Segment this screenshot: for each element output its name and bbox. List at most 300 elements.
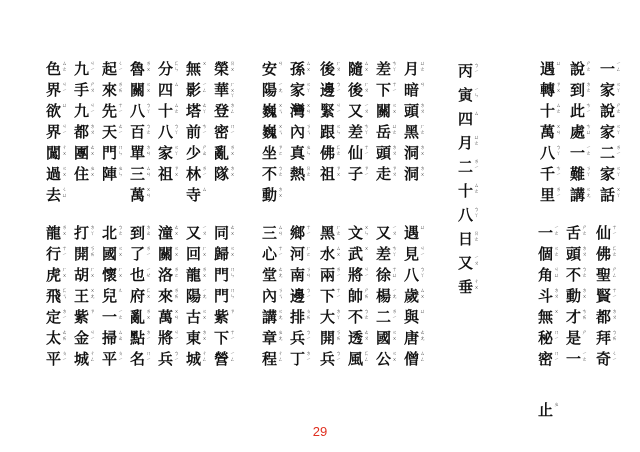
phonetic-note: ㄉㄧ [306, 351, 312, 363]
character: 了 [130, 245, 146, 263]
phonetic-note: ㄉㄨ [202, 330, 208, 342]
char-cell [290, 81, 314, 101]
character: 頭 [566, 245, 582, 263]
phonetic-note: ㄉㄡ [582, 246, 588, 258]
character: 飛 [46, 287, 62, 305]
character: 國 [376, 329, 392, 347]
phonetic-note: ㄑㄧ [118, 61, 124, 73]
character: 欲 [46, 102, 62, 120]
phonetic-note: ㄌㄛ [174, 267, 180, 279]
character: 一 [600, 60, 616, 78]
character: 寺 [186, 186, 202, 204]
char-cell [600, 186, 624, 206]
character: 差 [376, 60, 392, 78]
phonetic-note: ㄅㄚ [474, 207, 480, 219]
char-cell [74, 350, 98, 370]
character: 下 [376, 81, 392, 99]
phonetic-note: ㄔㄨ [474, 279, 480, 291]
phonetic-note: ㄅㄧ [474, 63, 480, 75]
phonetic-note: ㄨ [364, 246, 370, 252]
phonetic-note: ㄘㄧ [202, 124, 208, 136]
char-cell [214, 81, 238, 101]
phonetic-note: ㄖㄨ [230, 61, 236, 73]
phonetic-note: ㄐㄧ [62, 82, 68, 94]
character: 府 [130, 287, 146, 305]
character: 角 [538, 266, 554, 284]
phonetic-note: ㄎㄞ [336, 330, 342, 342]
character: 城 [74, 350, 90, 368]
phonetic-note: ㄇㄣ [118, 145, 124, 157]
phonetic-note: ㄋㄚ [586, 166, 592, 178]
char-cell [376, 102, 400, 122]
phonetic-note: ㄙㄨ [364, 61, 370, 73]
phonetic-note: ㄌㄧ [202, 166, 208, 178]
phonetic-note: ㄅㄜ [582, 267, 588, 279]
character: 垂 [458, 278, 474, 296]
char-cell [186, 60, 210, 80]
character: 都 [596, 308, 612, 326]
phonetic-note: ㄍㄚ [616, 124, 622, 136]
char-cell [540, 123, 564, 143]
phonetic-note: ㄏㄨ [118, 267, 124, 279]
char-cell [348, 123, 372, 143]
phonetic-note: ㄕㄠ [202, 145, 208, 157]
phonetic-note: ㄌㄞ [118, 82, 124, 94]
character: 萬 [158, 308, 174, 326]
phonetic-note: ㄅㄚ [146, 103, 152, 115]
char-cell [130, 123, 154, 143]
char-cell [186, 144, 210, 164]
character: 王 [74, 287, 90, 305]
char-cell [348, 81, 372, 101]
phonetic-note: ㄉㄡ [554, 288, 560, 300]
phonetic-note: ㄅㄧ [336, 351, 342, 363]
phonetic-note: ㄊㄤ [420, 330, 426, 342]
char-cell [262, 102, 286, 122]
char-cell [102, 144, 126, 164]
char-cell [262, 81, 286, 101]
char-cell [262, 350, 286, 370]
char-cell [102, 60, 126, 80]
character: 聖 [596, 266, 612, 284]
char-cell [596, 287, 620, 307]
char-cell [102, 224, 126, 244]
char-cell [596, 224, 620, 244]
phonetic-note: ㄅㄜ [146, 124, 152, 136]
phonetic-note: ㄍㄨ [392, 351, 398, 363]
phonetic-note: ㄨ [554, 309, 560, 315]
char-cell [74, 81, 98, 101]
char-cell [404, 266, 428, 286]
char-cell [290, 350, 314, 370]
char-cell [74, 329, 98, 349]
character: 亂 [214, 144, 230, 162]
character: 僧 [404, 350, 420, 368]
phonetic-note: ㄐㄧ [90, 103, 96, 115]
phonetic-note: ㄩ [62, 103, 68, 109]
character: 懷 [102, 266, 118, 284]
phonetic-note: ㄗㄨ [174, 166, 180, 178]
character: 講 [262, 308, 278, 326]
phonetic-note: ㄨㄢ [174, 309, 180, 321]
char-cell [348, 266, 372, 286]
char-cell [46, 60, 70, 80]
phonetic-note: ㄉㄧ [62, 309, 68, 321]
phonetic-note: ㄙ [474, 111, 480, 117]
phonetic-note: ㄌㄨ [146, 61, 152, 73]
phonetic-note: ㄉㄠ [146, 225, 152, 237]
character: 太 [46, 329, 62, 347]
character: 隊 [214, 165, 230, 183]
char-cell [158, 329, 182, 349]
character: 水 [320, 245, 336, 263]
char-cell [130, 165, 154, 185]
phonetic-note: ㄍㄨ [202, 309, 208, 321]
character: 來 [102, 81, 118, 99]
character: 華 [214, 81, 230, 99]
character: 開 [74, 245, 90, 263]
phonetic-note: ㄌㄞ [174, 288, 180, 300]
character: 密 [538, 350, 554, 368]
character: 程 [262, 350, 278, 368]
phonetic-note: ㄐㄧ [420, 246, 426, 258]
phonetic-note: ㄇㄧ [554, 351, 560, 363]
character: 斗 [538, 287, 554, 305]
char-cell [186, 308, 210, 328]
character: 邊 [320, 81, 336, 99]
char-cell [404, 287, 428, 307]
character: 門 [214, 266, 230, 284]
phonetic-note: ㄗㄛ [278, 145, 284, 157]
character: 家 [600, 165, 616, 183]
character: 與 [404, 308, 420, 326]
phonetic-note: ㄈㄣ [174, 61, 180, 73]
phonetic-note: ㄙㄜ [174, 103, 180, 115]
char-cell [538, 245, 562, 265]
char-cell [74, 224, 98, 244]
phonetic-note: ㄆㄧ [118, 351, 124, 363]
char-cell [290, 266, 314, 286]
char-cell [102, 308, 126, 328]
phonetic-note: ㄘㄩ [586, 124, 592, 136]
phonetic-note: ㄘㄚ [364, 124, 370, 136]
phonetic-note: ㄏㄜ [420, 124, 426, 136]
char-cell [596, 350, 620, 370]
character: 團 [74, 144, 90, 162]
character: 見 [404, 245, 420, 263]
char-cell [540, 60, 564, 80]
char-cell [600, 102, 624, 122]
phonetic-note: ㄒㄧ [118, 103, 124, 115]
char-cell [214, 60, 238, 80]
character: 起 [102, 60, 118, 78]
character: 又 [458, 254, 474, 272]
character: 河 [290, 245, 306, 263]
character: 是 [566, 329, 582, 347]
character: 龍 [46, 224, 62, 242]
phonetic-note: ㄨㄟ [278, 124, 284, 136]
phonetic-note: ㄗㄡ [392, 166, 398, 178]
character: 後 [348, 81, 364, 99]
character: 二 [458, 158, 474, 176]
char-cell [290, 287, 314, 307]
character: 黑 [404, 123, 420, 141]
phonetic-note: ㄊㄡ [364, 330, 370, 342]
char-cell [214, 102, 238, 122]
character: 前 [186, 123, 202, 141]
char-cell [74, 287, 98, 307]
character: 處 [570, 123, 586, 141]
char-cell [102, 102, 126, 122]
character: 單 [130, 144, 146, 162]
phonetic-note: ㄌㄧ [146, 246, 152, 258]
phonetic-note: ㄌㄨ [62, 225, 68, 237]
phonetic-note: ㄅㄧ [306, 288, 312, 300]
character: 十 [540, 102, 556, 120]
character: 家 [600, 123, 616, 141]
phonetic-note: ㄇㄣ [230, 267, 236, 279]
character: 一 [566, 350, 582, 368]
char-cell [214, 245, 238, 265]
phonetic-note: ㄋㄟ [306, 124, 312, 136]
char-cell [214, 144, 238, 164]
character: 唐 [404, 329, 420, 347]
char-cell [214, 350, 238, 370]
phonetic-note: ㄍㄨ [230, 246, 236, 258]
phonetic-note: ㄒㄧ [612, 288, 618, 300]
character: 差 [376, 245, 392, 263]
phonetic-note: ㄊㄚ [202, 103, 208, 115]
character: 黑 [320, 224, 336, 242]
char-cell [570, 123, 594, 143]
phonetic-note: ㄊㄨ [174, 225, 180, 237]
char-cell [158, 224, 182, 244]
character: 胡 [74, 266, 90, 284]
char-cell [540, 102, 564, 122]
char-cell [320, 266, 344, 286]
character: 陽 [186, 287, 202, 305]
phonetic-note: ㄐㄧ [90, 330, 96, 342]
phonetic-note: ㄔㄥ [90, 351, 96, 363]
phonetic-note: ㄖㄜ [474, 231, 480, 243]
char-cell [130, 329, 154, 349]
phonetic-note: ㄧㄣ [474, 87, 480, 99]
phonetic-note: ㄍㄨ [392, 103, 398, 115]
char-cell [130, 308, 154, 328]
character: 講 [570, 186, 586, 204]
phonetic-note: ㄍㄚ [616, 166, 622, 178]
phonetic-note: ㄐㄧ [174, 330, 180, 342]
char-cell [130, 60, 154, 80]
character: 真 [290, 144, 306, 162]
phonetic-note: ㄌㄨ [202, 267, 208, 279]
phonetic-note: ㄗㄨ [336, 166, 342, 178]
character: 坐 [262, 144, 278, 162]
character: 登 [214, 102, 230, 120]
character: 舌 [566, 224, 582, 242]
character: 洞 [404, 144, 420, 162]
char-cell [158, 60, 182, 80]
character: 動 [262, 186, 278, 204]
phonetic-note: ㄑㄩ [62, 187, 68, 199]
char-cell [376, 60, 400, 80]
character: 國 [102, 245, 118, 263]
character: 奇 [596, 350, 612, 368]
phonetic-note: ㄉㄜ [586, 82, 592, 94]
char-cell [376, 329, 400, 349]
char-cell [158, 350, 182, 370]
character: 亂 [130, 308, 146, 326]
character: 頭 [376, 144, 392, 162]
character: 南 [290, 266, 306, 284]
char-cell [102, 329, 126, 349]
char-cell [570, 165, 594, 185]
character: 陣 [102, 165, 118, 183]
phonetic-note: ㄗ [90, 309, 96, 315]
char-cell [458, 62, 482, 82]
char-cell [570, 102, 594, 122]
char-cell [130, 186, 154, 206]
char-cell [158, 144, 182, 164]
phonetic-note: ㄊㄤ [278, 267, 284, 279]
character: 金 [74, 329, 90, 347]
phonetic-note: ㄩㄜ [420, 61, 426, 73]
character: 名 [130, 350, 146, 368]
character: 內 [262, 287, 278, 305]
character: 佛 [320, 144, 336, 162]
char-cell [538, 401, 562, 421]
phonetic-note: ㄌㄧ [556, 187, 562, 199]
char-cell [214, 165, 238, 185]
char-cell [262, 60, 286, 80]
char-cell [130, 102, 154, 122]
character: 歲 [404, 287, 420, 305]
phonetic-note: ㄑㄧ [612, 351, 618, 363]
char-cell [74, 245, 98, 265]
phonetic-note: ㄩㄜ [392, 124, 398, 136]
char-cell [262, 123, 286, 143]
char-cell [186, 350, 210, 370]
phonetic-note: ㄌㄧ [392, 309, 398, 321]
phonetic-note: ㄎㄞ [90, 246, 96, 258]
char-cell [404, 329, 428, 349]
phonetic-note: ㄒㄧ [278, 246, 284, 258]
character: 千 [540, 165, 556, 183]
char-cell [74, 308, 98, 328]
char-cell [46, 165, 70, 185]
char-cell [320, 144, 344, 164]
phonetic-note: ㄔㄥ [202, 351, 208, 363]
phonetic-note: ㄊㄨ [230, 225, 236, 237]
character: 差 [348, 123, 364, 141]
char-cell [186, 266, 210, 286]
phonetic-note: ㄍㄨ [62, 166, 68, 178]
char-cell [376, 144, 400, 164]
phonetic-note: ㄙㄥ [420, 351, 426, 363]
character: 楊 [376, 287, 392, 305]
character: 秘 [538, 329, 554, 347]
char-cell [74, 123, 98, 143]
character: 灣 [290, 102, 306, 120]
char-cell [404, 350, 428, 370]
character: 不 [348, 308, 364, 326]
character: 轉 [540, 81, 556, 99]
char-cell [348, 287, 372, 307]
phonetic-note: ㄓ [554, 402, 560, 408]
phonetic-note: ㄩ [420, 309, 426, 315]
phonetic-note: ㄔㄨ [62, 145, 68, 157]
char-cell [186, 123, 210, 143]
char-cell [262, 308, 286, 328]
phonetic-note: ㄒㄧ [392, 82, 398, 94]
phonetic-note: ㄌㄧ [616, 145, 622, 157]
character: 歸 [214, 245, 230, 263]
phonetic-note: ㄉㄧ [146, 330, 152, 342]
character: 八 [540, 144, 556, 162]
phonetic-note: ㄈㄜ [336, 145, 342, 157]
character: 又 [186, 224, 202, 242]
character: 公 [376, 350, 392, 368]
char-cell [376, 266, 400, 286]
phonetic-note: ㄍㄚ [616, 82, 622, 94]
character: 家 [290, 81, 306, 99]
character: 先 [102, 102, 118, 120]
phonetic-note: ㄈㄥ [364, 351, 370, 363]
phonetic-note: ㄌㄨ [230, 145, 236, 157]
phonetic-note: ㄉㄨ [582, 288, 588, 300]
character: 仙 [596, 224, 612, 242]
char-cell [320, 224, 344, 244]
phonetic-note: ㄔㄥ [278, 351, 284, 363]
character: 丙 [458, 62, 474, 80]
char-cell [566, 350, 590, 370]
phonetic-note: ㄒㄧ [62, 246, 68, 258]
character: 洞 [404, 165, 420, 183]
character: 仙 [348, 144, 364, 162]
phonetic-note: ㄅㄞ [612, 330, 618, 342]
char-cell [186, 224, 210, 244]
char-cell [186, 287, 210, 307]
character: 個 [538, 245, 554, 263]
phonetic-note: ㄏㄜ [336, 225, 342, 237]
char-cell [320, 81, 344, 101]
character: 都 [74, 123, 90, 141]
character: 難 [570, 165, 586, 183]
char-cell [320, 350, 344, 370]
phonetic-note: ㄒㄧ [306, 225, 312, 237]
character: 界 [46, 123, 62, 141]
char-cell [348, 308, 372, 328]
phonetic-note: ㄧㄜ [586, 145, 592, 157]
char-cell [102, 350, 126, 370]
phonetic-note: ㄘㄧ [556, 166, 562, 178]
char-cell [262, 186, 286, 206]
char-cell [158, 287, 182, 307]
character: 三 [262, 224, 278, 242]
phonetic-note: ㄆㄞ [306, 309, 312, 321]
phonetic-note: ㄉㄚ [90, 225, 96, 237]
character: 跟 [320, 123, 336, 141]
character: 萬 [540, 123, 556, 141]
phonetic-note: ㄨㄣ [364, 225, 370, 237]
char-cell [348, 329, 372, 349]
character: 門 [102, 144, 118, 162]
char-cell [404, 102, 428, 122]
char-cell [46, 266, 70, 286]
character: 少 [186, 144, 202, 162]
phonetic-note: ㄙㄢ [278, 225, 284, 237]
char-cell [458, 110, 482, 130]
